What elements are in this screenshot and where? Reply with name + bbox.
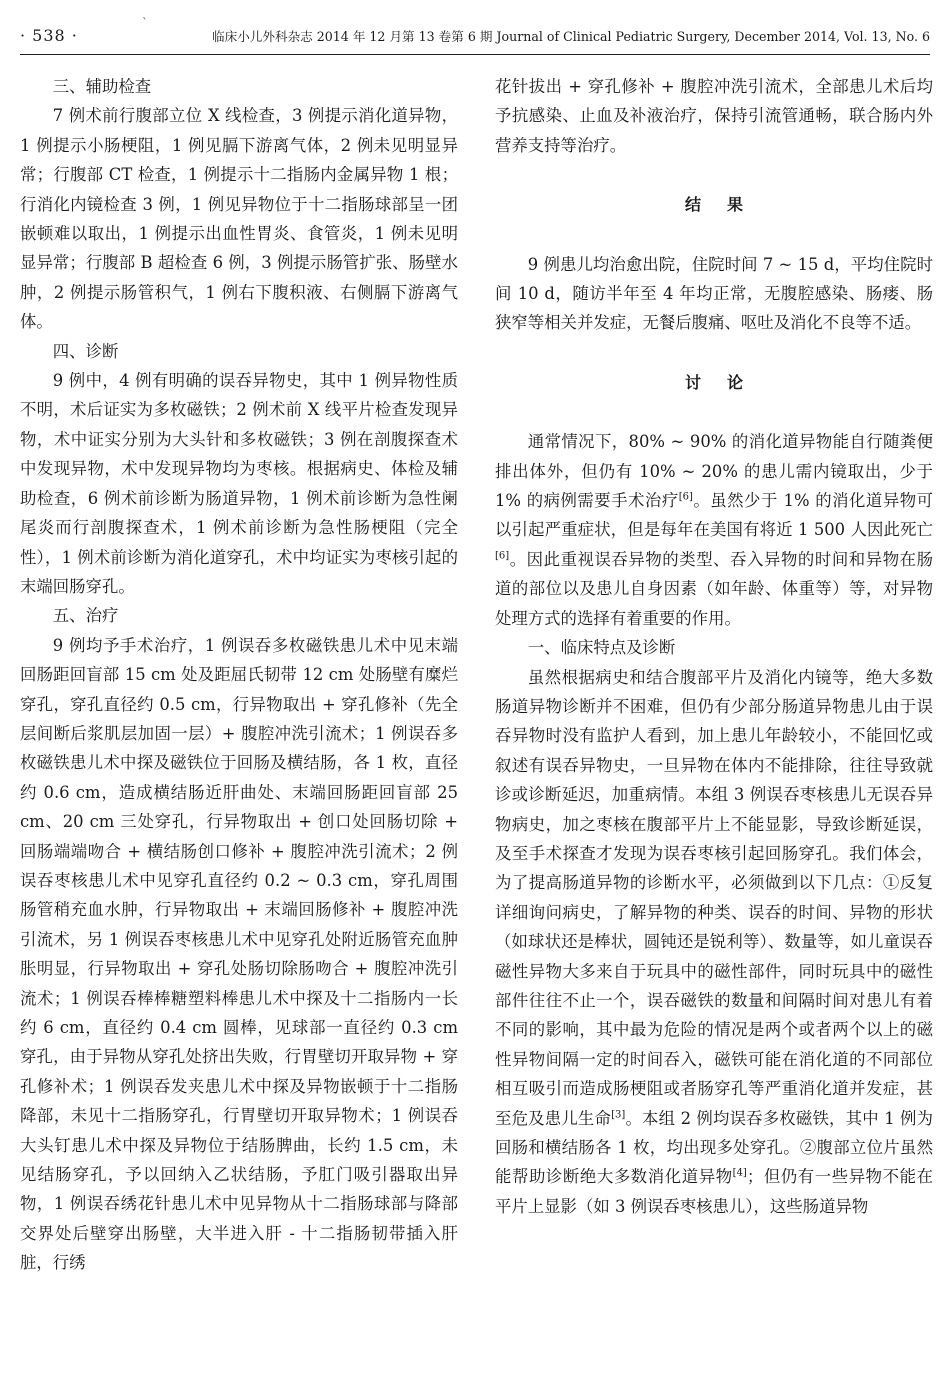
paragraph-discussion-2: [495, 663, 933, 1222]
running-head: 临床小儿外科杂志 2014 年 12 月第 13 卷第 6 期 Journal of Clinical Pediatric Surgery, December 2014, Vol. 13, No. 6: [212, 29, 930, 44]
paragraph-diagnosis: 9 例中，4 例有明确的误吞异物史，其中 1 例异物性质不明，术后证实为多枚磁铁；2 例术前 X 线平片检查发现异物，术中证实分别为大头针和多枚磁铁；3 例在剖腹探查术中发现异物，术中发现异物均为枣核。根据病史、体检及辅助检查，6 例术前诊断为肠道异物，1 例术前诊断为急性阑尾炎而行剖腹探查术，1 例术前诊断为急性肠梗阻（完全性），1 例术前诊断为消化道穿孔，术中均证实为枣核引起的末端回肠穿孔。: [20, 371, 458, 596]
section-heading-auxiliary-exam: 三、辅助检查: [52, 77, 152, 96]
paragraph-auxiliary-exam: 7 例术前行腹部立位 X 线检查，3 例提示消化道异物，1 例提示小肠梗阻，1 例见膈下游离气体，2 例未见明显异常；行腹部 CT 检查，1 例提示十二指肠内金属异物 1 根；行消化内镜检查 3 例，1 例见异物位于十二指肠球部呈一团嵌顿难以取出，1 例提示出血性胃炎、食管炎，1 例未见明显异常；行腹部 B 超检查 6 例，3 例提示肠管扩张、肠壁水肿，2 例提示肠管积气，1 例右下腹积液、右侧膈下游离气体。: [20, 106, 458, 332]
discussion-title: 讨论: [684, 372, 769, 392]
paragraph-discussion-1: [495, 427, 933, 633]
discussion-1-text-c: 。因此重视误吞异物的类型、吞入异物的时间和异物在肠道的部位以及患儿自身因素（如年龄、体重等）等，对异物处理方式的选择有着重要的作用。: [495, 549, 933, 628]
discussion-2-text-c: ；但仍有一些异物不能在平片上显影（如 3 例误吞枣核患儿），这些肠道异物: [495, 1167, 933, 1216]
section-heading-diagnosis: 四、诊断: [52, 341, 119, 361]
right-column: [495, 72, 933, 1392]
citation-ref-3[interactable]: [3]: [611, 1109, 626, 1121]
paragraph-results: 9 例患儿均治愈出院，住院时间 7 ~ 15 d，平均住院时间 10 d，随访半年至 4 年均正常，无腹腔感染、肠瘘、肠狭窄等相关并发症，无餐后腹痛、呕吐及消化不良等不适。: [495, 254, 933, 333]
discussion-1-text-a: 通常情况下，80% ~ 90% 的消化道异物能自行随粪便排出体外，但仍有 10% ~ 20% 的患儿需内镜取出，少于 1% 的病例需要手术治疗: [495, 432, 933, 511]
header-rule: [20, 54, 930, 55]
page-header: [20, 16, 930, 50]
discussion-2-text-a: 虽然根据病史和结合腹部平片及消化内镜等，绝大多数肠道异物诊断并不困难，但仍有少部分肠道异物患儿由于误吞异物时没有监护人看到，加上患儿年龄较小，不能回忆或叙述有误吞异物史，一旦异物在体内不能排除，往往导致就诊或诊断延迟，加重病情。本组 3 例误吞枣核患儿无误吞异物病史，加之枣核在腹部平片上不能显影，导致诊断延误，及至手术探查才发现为误吞枣核引起回肠穿孔。我们体会，为了提高肠道异物的诊断水平，必须做到以下几点：①反复详细询问病史，了解异物的种类、误吞的时间、异物的形状（如球状还是棒状，圆钝还是锐利等）、数量等，如儿童误吞磁性异物大多来自于玩具中的磁性部件，同时玩具中的磁性部件往往不止一个，误吞磁铁的数量和间隔时间对患儿有着不同的影响，其中最为危险的情况是两个或者两个以上的磁性异物间隔一定的时间吞入，磁铁可能在消化道的不同部位相互吸引而造成肠梗阻或者肠穿孔等严重消化道并发症，甚至危及患儿生命: [495, 667, 933, 1128]
results-title: 结果: [684, 195, 769, 215]
paragraph-treatment-continued: 花针拔出 + 穿孔修补 + 腹腔冲洗引流术，全部患儿术后均予抗感染、止血及补液治疗，保持引流管通畅，联合肠内外营养支持等治疗。: [495, 77, 933, 155]
section-heading-treatment: 五、治疗: [52, 606, 119, 626]
citation-ref-6a[interactable]: [6]: [678, 491, 693, 503]
paragraph-treatment: 9 例均予手术治疗，1 例误吞多枚磁铁患儿术中见末端回肠距回盲部 15 cm 处及距屈氏韧带 12 cm 处肠壁有糜烂穿孔，穿孔直径约 0.5 cm，行异物取出 + 穿孔修补（先全层间断后浆肌层加固一层）+ 腹腔冲洗引流术；1 例误吞多枚磁铁患儿术中探及磁铁位于回肠及横结肠，各 1 枚，直径约 0.6 cm，造成横结肠近肝曲处、末端回肠距回盲部 25 cm、20 cm 三处穿孔，行异物取出 + 创口处回肠切除 + 回肠端端吻合 + 横结肠创口修补 + 腹腔冲洗引流术；2 例误吞枣核患儿术中见穿孔直径约 0.2 ~ 0.3 cm，穿孔周围肠管稍充血水肿，行异物取出 + 末端回肠修补 + 腹腔冲洗引流术，另 1 例误吞枣核患儿术中见穿孔处附近肠管充血肿胀明显，行异物取出 + 穿孔处肠切除肠吻合 + 腹腔冲洗引流术；1 例误吞棒棒糖塑料棒患儿术中探及十二指肠内一长约 6 cm，直径约 0.4 cm 圆棒，见球部一直径约 0.3 cm 穿孔，由于异物从穿孔处挤出失败，行胃壁切开取异物 + 穿孔修补术；1 例误吞发夹患儿术中探及异物嵌顿于十二指肠降部，未见十二指肠穿孔，行胃壁切开取异物术；1 例误吞大头钉患儿术中探及异物位于结肠脾曲，长约 1.5 cm，未见结肠穿孔，予以回纳入乙状结肠，予肛门吸引器取出异物，1 例误吞绣花针患儿术中见异物从十二指肠球部与降部交界处后壁穿出肠壁，大半进入肝 - 十二指肠韧带插入肝脏，行绣: [20, 635, 458, 1273]
citation-ref-6b[interactable]: [6]: [495, 550, 510, 562]
citation-ref-4[interactable]: [4]: [732, 1167, 747, 1179]
discussion-1-text-b: 。虽然少于 1% 的消化道异物可以引起严重症状，但是每年在美国有将近 1 500 人因此死亡: [495, 491, 933, 540]
section-heading-clinical-features: 一、临床特点及诊断: [527, 638, 676, 658]
page-number: · 538 ·: [20, 26, 78, 45]
left-column: [20, 72, 458, 1392]
header-mark: `: [142, 16, 148, 30]
discussion-2-text-b: 。本组 2 例均误吞多枚磁铁，其中 1 例为回肠和横结肠各 1 枚，均出现多处穿孔。②腹部立位片虽然能帮助诊断绝大多数消化道异物: [495, 1108, 933, 1187]
